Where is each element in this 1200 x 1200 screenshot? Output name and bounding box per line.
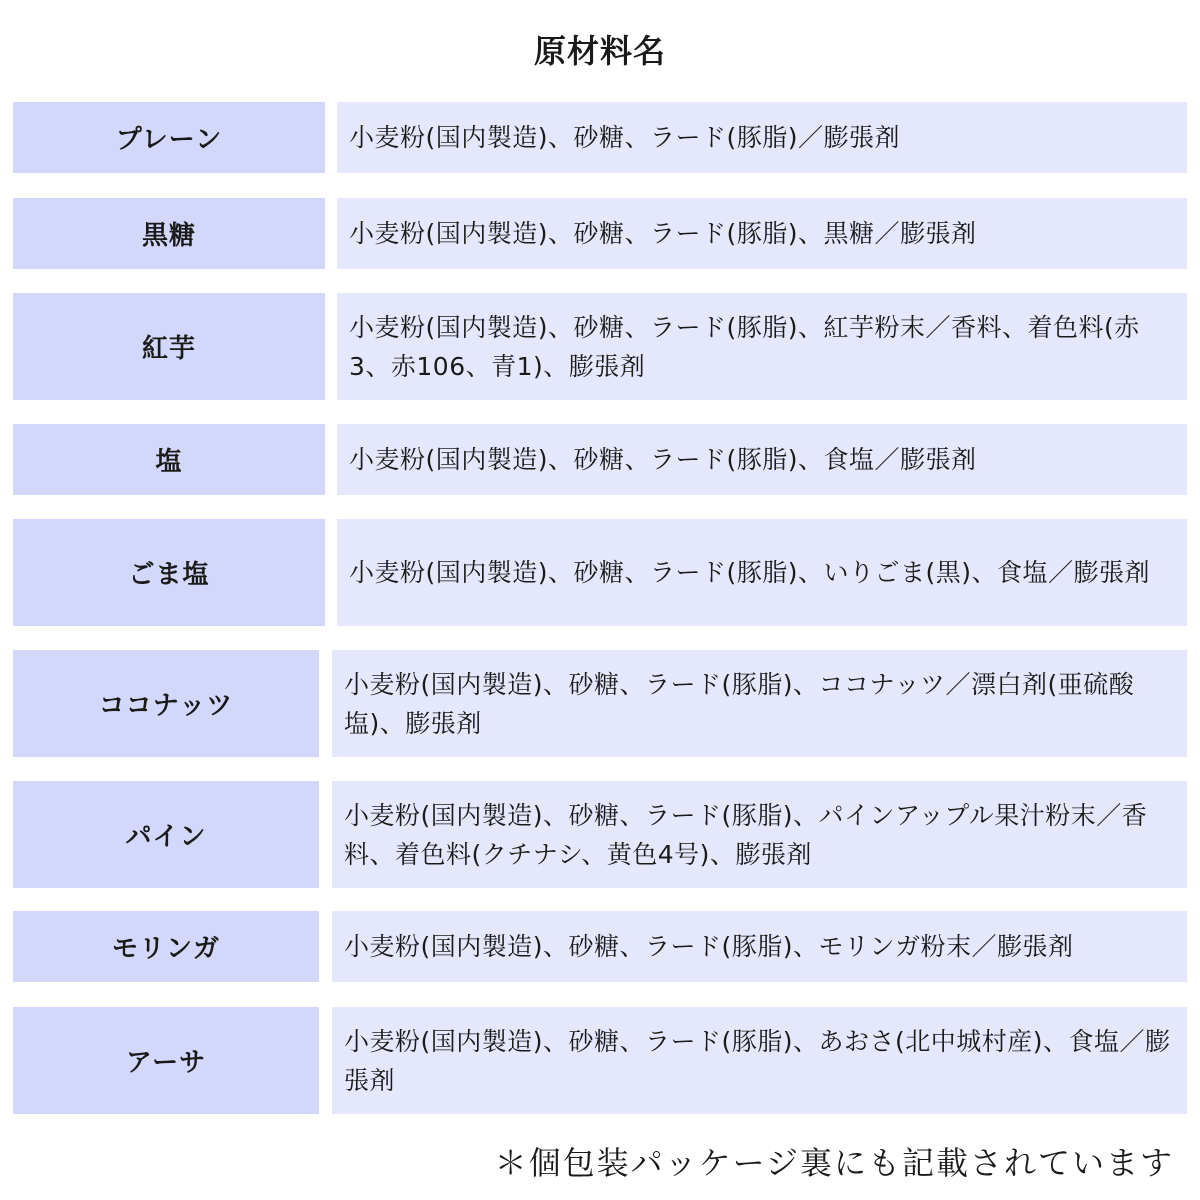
- row-ingredients: [332, 911, 1187, 982]
- row-ingredients: [337, 198, 1187, 269]
- ingredients-text: 小麦粉(国内製造)、砂糖、ラード(豚脂)、黒糖／膨張剤: [349, 219, 977, 248]
- page-title: 原材料名: [533, 32, 666, 70]
- row-label: モリンガ: [13, 911, 319, 982]
- ingredients-text: 小麦粉(国内製造)、砂糖、ラード(豚脂)、パインアップル果汁粉末／香料、着色料(クチナシ、黄色4号)、膨張剤: [344, 800, 1148, 869]
- row-ingredients: [337, 293, 1187, 400]
- ingredients-text: 小麦粉(国内製造)、砂糖、ラード(豚脂)、紅芋粉末／香料、着色料(赤3、赤106、青1)、膨張剤: [349, 312, 1140, 381]
- row-ingredients: [332, 1007, 1187, 1114]
- ingredients-text: 小麦粉(国内製造)、砂糖、ラード(豚脂)、いりごま(黒)、食塩／膨張剤: [349, 558, 1151, 587]
- ingredients-text: 小麦粉(国内製造)、砂糖、ラード(豚脂)／膨張剤: [349, 123, 901, 152]
- row-label: パイン: [13, 781, 319, 888]
- footnote: ＊個包装パッケージ裏にも記載されています: [494, 1144, 1174, 1182]
- row-ingredients: [337, 519, 1187, 626]
- row-label: ココナッツ: [13, 650, 319, 757]
- ingredients-text: 小麦粉(国内製造)、砂糖、ラード(豚脂)、ココナッツ／漂白剤(亜硫酸塩)、膨張剤: [344, 669, 1135, 738]
- row-label: アーサ: [13, 1007, 319, 1114]
- row-ingredients: [337, 424, 1187, 495]
- ingredients-text: 小麦粉(国内製造)、砂糖、ラード(豚脂)、モリンガ粉末／膨張剤: [344, 932, 1074, 961]
- row-label: 紅芋: [13, 293, 325, 400]
- ingredients-text: 小麦粉(国内製造)、砂糖、ラード(豚脂)、食塩／膨張剤: [349, 445, 977, 474]
- row-label: 塩: [13, 424, 325, 495]
- row-ingredients: [337, 102, 1187, 173]
- row-label: ごま塩: [13, 519, 325, 626]
- row-ingredients: [332, 781, 1187, 888]
- ingredients-text: 小麦粉(国内製造)、砂糖、ラード(豚脂)、あおさ(北中城村産)、食塩／膨張剤: [344, 1026, 1171, 1095]
- row-label: プレーン: [13, 102, 325, 173]
- row-ingredients: [332, 650, 1187, 757]
- row-label: 黒糖: [13, 198, 325, 269]
